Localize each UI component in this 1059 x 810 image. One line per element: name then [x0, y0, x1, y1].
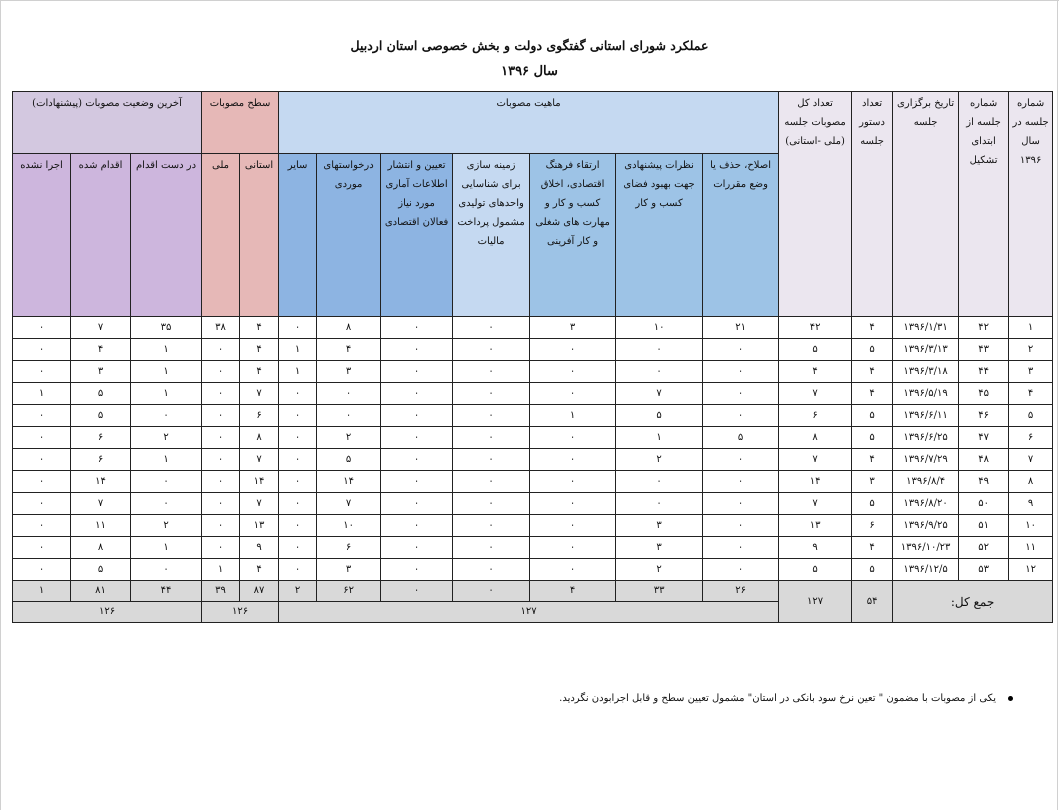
cell-agenda: ۵ [852, 493, 893, 515]
nature-group-sum: ۱۲۷ [279, 602, 779, 623]
cell-row-number: ۹ [1009, 493, 1053, 515]
cell-status-not-done: ۰ [13, 427, 71, 449]
page-border-left [0, 0, 1, 810]
header-agenda-count: تعداد دستور جلسه [852, 92, 893, 317]
cell-nature-other: ۰ [279, 405, 317, 427]
cell-agenda: ۶ [852, 515, 893, 537]
cell-nature-statistics: ۰ [381, 537, 453, 559]
cell-date: ۱۳۹۶/۱۲/۵ [893, 559, 959, 581]
cell-status-in-progress: ۱ [131, 537, 202, 559]
cell-nature-regulations: ۰ [703, 471, 779, 493]
cell-level-provincial: ۴ [240, 559, 279, 581]
cell-total: ۱۴ [779, 471, 852, 493]
cell-status-in-progress: ۱ [131, 449, 202, 471]
cell-status-in-progress: ۱ [131, 361, 202, 383]
cell-nature-tax: ۰ [453, 559, 530, 581]
table-row [13, 471, 1053, 493]
cell-status-in-progress: ۲ [131, 427, 202, 449]
cell-nature-regulations: ۰ [703, 537, 779, 559]
status-group-sum: ۱۲۶ [13, 602, 202, 623]
cell-status-in-progress: ۰ [131, 493, 202, 515]
resolutions-table [12, 91, 1053, 623]
cell-session-number: ۴۳ [959, 339, 1009, 361]
cell-status-not-done: ۰ [13, 515, 71, 537]
cell-status-not-done: ۰ [13, 537, 71, 559]
cell-nature-statistics: ۰ [381, 317, 453, 339]
cell-row-number: ۳ [1009, 361, 1053, 383]
table-row [13, 317, 1053, 339]
cell-session-number: ۴۴ [959, 361, 1009, 383]
header-level-group: سطح مصوبات [202, 92, 279, 154]
cell-row-number: ۱۲ [1009, 559, 1053, 581]
cell-date: ۱۳۹۶/۵/۱۹ [893, 383, 959, 405]
cell-nature-business-env: ۰ [616, 493, 703, 515]
cell-row-number: ۱۰ [1009, 515, 1053, 537]
cell-date: ۱۳۹۶/۱/۳۱ [893, 317, 959, 339]
cell-level-provincial: ۶ [240, 405, 279, 427]
cell-nature-business-env: ۳ [616, 515, 703, 537]
cell-total: ۴۲ [779, 317, 852, 339]
footnote-text: یکی از مصوبات با مضمون " تعین نرخ سود بانکی در استان" مشمول تعیین سطح و قابل اجرابودن نگردید. [559, 693, 996, 704]
cell-date: ۱۳۹۶/۶/۱۱ [893, 405, 959, 427]
cell-status-done: ۷ [71, 493, 131, 515]
cell-status-not-done: ۰ [13, 449, 71, 471]
cell-nature-business-env: ۰ [616, 339, 703, 361]
cell-nature-tax: ۰ [453, 361, 530, 383]
cell-status-not-done: ۰ [13, 471, 71, 493]
cell-date: ۱۳۹۶/۱۰/۲۳ [893, 537, 959, 559]
cell-nature-statistics: ۰ [381, 383, 453, 405]
cell-session-number: ۴۲ [959, 317, 1009, 339]
cell-row-number: ۵ [1009, 405, 1053, 427]
cell-level-national: ۰ [202, 449, 240, 471]
cell-nature-business-env: ۷ [616, 383, 703, 405]
cell-status-in-progress: ۰ [131, 471, 202, 493]
cell-agenda: ۵ [852, 427, 893, 449]
cell-nature-tax: ۰ [453, 405, 530, 427]
cell-row-number: ۷ [1009, 449, 1053, 471]
table-row [13, 405, 1053, 427]
cell-nature-culture: ۳ [530, 317, 616, 339]
totals-level-provincial: ۸۷ [240, 581, 279, 602]
cell-status-done: ۱۱ [71, 515, 131, 537]
table-row [13, 427, 1053, 449]
cell-session-number: ۴۷ [959, 427, 1009, 449]
cell-agenda: ۵ [852, 339, 893, 361]
cell-nature-requests: ۱۴ [317, 471, 381, 493]
totals-row [13, 581, 1053, 602]
cell-nature-regulations: ۰ [703, 383, 779, 405]
bullet-icon [1008, 696, 1013, 701]
cell-nature-other: ۰ [279, 449, 317, 471]
cell-level-national: ۰ [202, 405, 240, 427]
totals-nature-requests: ۶۲ [317, 581, 381, 602]
cell-level-national: ۰ [202, 515, 240, 537]
cell-nature-culture: ۰ [530, 361, 616, 383]
cell-nature-business-env: ۵ [616, 405, 703, 427]
totals-nature-statistics: ۰ [381, 581, 453, 602]
cell-row-number: ۶ [1009, 427, 1053, 449]
cell-nature-regulations: ۵ [703, 427, 779, 449]
cell-level-provincial: ۷ [240, 383, 279, 405]
table-row [13, 449, 1053, 471]
cell-session-number: ۴۹ [959, 471, 1009, 493]
cell-total: ۱۳ [779, 515, 852, 537]
cell-status-in-progress: ۱ [131, 383, 202, 405]
cell-nature-business-env: ۳ [616, 537, 703, 559]
cell-status-in-progress: ۰ [131, 405, 202, 427]
header-nature-tax: زمینه سازی برای شناسایی واحدهای تولیدی مشمول پرداخت مالیات [453, 154, 530, 317]
page-subtitle: سال ۱۳۹۶ [501, 64, 558, 79]
cell-session-number: ۴۸ [959, 449, 1009, 471]
cell-level-national: ۰ [202, 493, 240, 515]
table-row [13, 515, 1053, 537]
cell-level-national: ۰ [202, 471, 240, 493]
cell-session-number: ۵۲ [959, 537, 1009, 559]
cell-nature-business-env: ۱ [616, 427, 703, 449]
cell-nature-business-env: ۲ [616, 449, 703, 471]
header-level-provincial: استانی [240, 154, 279, 317]
cell-status-done: ۳ [71, 361, 131, 383]
cell-nature-regulations: ۲۱ [703, 317, 779, 339]
header-row-number: شماره جلسه در سال ۱۳۹۶ [1009, 92, 1053, 317]
cell-nature-tax: ۰ [453, 383, 530, 405]
cell-status-done: ۶ [71, 449, 131, 471]
cell-nature-other: ۰ [279, 515, 317, 537]
cell-row-number: ۸ [1009, 471, 1053, 493]
cell-nature-requests: ۱۰ [317, 515, 381, 537]
cell-nature-statistics: ۰ [381, 361, 453, 383]
cell-nature-regulations: ۰ [703, 361, 779, 383]
totals-label: جمع کل: [893, 581, 1053, 623]
cell-total: ۸ [779, 427, 852, 449]
cell-level-national: ۱ [202, 559, 240, 581]
header-status-not-done: اجرا نشده [13, 154, 71, 317]
cell-nature-tax: ۰ [453, 317, 530, 339]
header-nature-other: سایر [279, 154, 317, 317]
cell-status-done: ۸ [71, 537, 131, 559]
cell-agenda: ۳ [852, 471, 893, 493]
header-level-national: ملی [202, 154, 240, 317]
cell-nature-culture: ۰ [530, 471, 616, 493]
cell-status-done: ۵ [71, 383, 131, 405]
header-nature-group: ماهیت مصوبات [279, 92, 779, 154]
cell-nature-business-env: ۱۰ [616, 317, 703, 339]
cell-status-not-done: ۰ [13, 361, 71, 383]
cell-status-not-done: ۰ [13, 339, 71, 361]
cell-nature-requests: ۳ [317, 559, 381, 581]
cell-total: ۷ [779, 449, 852, 471]
cell-row-number: ۴ [1009, 383, 1053, 405]
cell-level-provincial: ۷ [240, 449, 279, 471]
cell-nature-regulations: ۰ [703, 559, 779, 581]
header-nature-business-env: نظرات پیشنهادی جهت بهبود فضای کسب و کار [616, 154, 703, 317]
cell-date: ۱۳۹۶/۷/۲۹ [893, 449, 959, 471]
cell-nature-tax: ۰ [453, 449, 530, 471]
page-border-top [0, 0, 1059, 1]
cell-level-national: ۰ [202, 361, 240, 383]
cell-total: ۵ [779, 559, 852, 581]
cell-nature-business-env: ۲ [616, 559, 703, 581]
totals-level-national: ۳۹ [202, 581, 240, 602]
cell-nature-statistics: ۰ [381, 515, 453, 537]
cell-nature-requests: ۶ [317, 537, 381, 559]
table-row [13, 383, 1053, 405]
cell-status-in-progress: ۰ [131, 559, 202, 581]
cell-total: ۶ [779, 405, 852, 427]
cell-status-in-progress: ۳۵ [131, 317, 202, 339]
cell-status-done: ۷ [71, 317, 131, 339]
cell-level-national: ۰ [202, 383, 240, 405]
cell-date: ۱۳۹۶/۸/۲۰ [893, 493, 959, 515]
cell-date: ۱۳۹۶/۳/۱۳ [893, 339, 959, 361]
cell-nature-other: ۱ [279, 339, 317, 361]
cell-date: ۱۳۹۶/۹/۲۵ [893, 515, 959, 537]
cell-status-done: ۴ [71, 339, 131, 361]
header-status-done: اقدام شده [71, 154, 131, 317]
cell-nature-other: ۰ [279, 427, 317, 449]
totals-nature-tax: ۰ [453, 581, 530, 602]
cell-nature-tax: ۰ [453, 471, 530, 493]
cell-nature-regulations: ۰ [703, 515, 779, 537]
cell-level-provincial: ۱۴ [240, 471, 279, 493]
cell-level-provincial: ۸ [240, 427, 279, 449]
cell-nature-culture: ۰ [530, 559, 616, 581]
cell-nature-requests: ۷ [317, 493, 381, 515]
cell-row-number: ۱۱ [1009, 537, 1053, 559]
table-row [13, 537, 1053, 559]
cell-total: ۹ [779, 537, 852, 559]
cell-nature-tax: ۰ [453, 537, 530, 559]
cell-nature-other: ۰ [279, 471, 317, 493]
cell-nature-culture: ۰ [530, 339, 616, 361]
cell-row-number: ۱ [1009, 317, 1053, 339]
cell-date: ۱۳۹۶/۳/۱۸ [893, 361, 959, 383]
cell-nature-culture: ۰ [530, 383, 616, 405]
totals-nature-regulations: ۲۶ [703, 581, 779, 602]
cell-nature-regulations: ۰ [703, 449, 779, 471]
cell-session-number: ۴۶ [959, 405, 1009, 427]
cell-nature-culture: ۰ [530, 427, 616, 449]
footnote [313, 693, 1013, 704]
cell-row-number: ۲ [1009, 339, 1053, 361]
totals-nature-business-env: ۳۳ [616, 581, 703, 602]
cell-nature-culture: ۰ [530, 449, 616, 471]
page-border-right [1057, 0, 1058, 810]
cell-status-not-done: ۰ [13, 493, 71, 515]
cell-level-provincial: ۴ [240, 317, 279, 339]
cell-nature-culture: ۰ [530, 493, 616, 515]
cell-agenda: ۴ [852, 537, 893, 559]
cell-session-number: ۵۰ [959, 493, 1009, 515]
header-session-number: شماره جلسه از ابتدای تشکیل [959, 92, 1009, 317]
cell-status-not-done: ۱ [13, 383, 71, 405]
cell-nature-tax: ۰ [453, 515, 530, 537]
cell-nature-business-env: ۰ [616, 471, 703, 493]
cell-level-national: ۰ [202, 427, 240, 449]
cell-nature-tax: ۰ [453, 339, 530, 361]
totals-nature-other: ۲ [279, 581, 317, 602]
totals-total: ۱۲۷ [779, 581, 852, 623]
cell-nature-regulations: ۰ [703, 339, 779, 361]
cell-nature-requests: ۲ [317, 427, 381, 449]
header-status-in-progress: در دست اقدام [131, 154, 202, 317]
cell-agenda: ۴ [852, 361, 893, 383]
header-status-group: آخرین وضعیت مصوبات (پیشنهادات) [13, 92, 202, 154]
cell-date: ۱۳۹۶/۶/۲۵ [893, 427, 959, 449]
cell-nature-statistics: ۰ [381, 339, 453, 361]
cell-nature-requests: ۵ [317, 449, 381, 471]
cell-nature-other: ۰ [279, 493, 317, 515]
table-row [13, 493, 1053, 515]
cell-nature-other: ۱ [279, 361, 317, 383]
cell-level-provincial: ۱۳ [240, 515, 279, 537]
totals-status-in-progress: ۴۴ [131, 581, 202, 602]
cell-level-provincial: ۴ [240, 339, 279, 361]
cell-status-in-progress: ۲ [131, 515, 202, 537]
cell-agenda: ۴ [852, 317, 893, 339]
cell-status-done: ۶ [71, 427, 131, 449]
cell-nature-statistics: ۰ [381, 493, 453, 515]
totals-nature-culture: ۴ [530, 581, 616, 602]
cell-agenda: ۴ [852, 383, 893, 405]
cell-level-national: ۳۸ [202, 317, 240, 339]
cell-level-national: ۰ [202, 339, 240, 361]
level-group-sum: ۱۲۶ [202, 602, 279, 623]
table-row [13, 339, 1053, 361]
header-total-resolutions: تعداد کل مصوبات جلسه (ملی -استانی) [779, 92, 852, 317]
cell-nature-business-env: ۰ [616, 361, 703, 383]
cell-status-in-progress: ۱ [131, 339, 202, 361]
cell-status-done: ۱۴ [71, 471, 131, 493]
totals-status-not-done: ۱ [13, 581, 71, 602]
cell-nature-regulations: ۰ [703, 493, 779, 515]
cell-status-done: ۵ [71, 559, 131, 581]
cell-agenda: ۵ [852, 405, 893, 427]
cell-total: ۵ [779, 339, 852, 361]
cell-nature-culture: ۱ [530, 405, 616, 427]
cell-total: ۷ [779, 493, 852, 515]
cell-nature-tax: ۰ [453, 493, 530, 515]
cell-nature-other: ۰ [279, 537, 317, 559]
cell-level-provincial: ۹ [240, 537, 279, 559]
cell-nature-statistics: ۰ [381, 449, 453, 471]
header-nature-statistics: تعیین و انتشار اطلاعات آماری مورد نیاز فعالان اقتصادی [381, 154, 453, 317]
table-row [13, 361, 1053, 383]
cell-nature-requests: ۸ [317, 317, 381, 339]
cell-session-number: ۵۱ [959, 515, 1009, 537]
cell-nature-statistics: ۰ [381, 427, 453, 449]
cell-nature-regulations: ۰ [703, 405, 779, 427]
cell-nature-other: ۰ [279, 317, 317, 339]
cell-status-not-done: ۰ [13, 317, 71, 339]
cell-level-national: ۰ [202, 537, 240, 559]
cell-nature-requests: ۳ [317, 361, 381, 383]
cell-status-not-done: ۰ [13, 405, 71, 427]
totals-agenda: ۵۴ [852, 581, 893, 623]
cell-date: ۱۳۹۶/۸/۴ [893, 471, 959, 493]
cell-status-not-done: ۰ [13, 559, 71, 581]
page-title: عملکرد شورای استانی گفتگوی دولت و بخش خصوصی استان اردبیل [350, 38, 709, 53]
cell-session-number: ۵۳ [959, 559, 1009, 581]
cell-agenda: ۵ [852, 559, 893, 581]
totals-status-done: ۸۱ [71, 581, 131, 602]
cell-session-number: ۴۵ [959, 383, 1009, 405]
header-nature-culture: ارتقاء فرهنگ اقتصادی، اخلاق کسب و کار و مهارت های شغلی و کار آفرینی [530, 154, 616, 317]
cell-nature-culture: ۰ [530, 515, 616, 537]
cell-nature-requests: ۰ [317, 405, 381, 427]
cell-agenda: ۴ [852, 449, 893, 471]
cell-status-done: ۵ [71, 405, 131, 427]
cell-nature-other: ۰ [279, 559, 317, 581]
header-nature-regulations: اصلاح، حذف یا وضع مقررات [703, 154, 779, 317]
header-nature-requests: درخواستهای موردی [317, 154, 381, 317]
cell-nature-statistics: ۰ [381, 559, 453, 581]
cell-nature-statistics: ۰ [381, 471, 453, 493]
cell-nature-culture: ۰ [530, 537, 616, 559]
table-row [13, 559, 1053, 581]
cell-total: ۷ [779, 383, 852, 405]
cell-level-provincial: ۴ [240, 361, 279, 383]
cell-nature-requests: ۴ [317, 339, 381, 361]
cell-level-provincial: ۷ [240, 493, 279, 515]
header-date: تاریخ برگزاری جلسه [893, 92, 959, 317]
cell-nature-requests: ۰ [317, 383, 381, 405]
cell-nature-statistics: ۰ [381, 405, 453, 427]
cell-nature-other: ۰ [279, 383, 317, 405]
cell-total: ۴ [779, 361, 852, 383]
cell-nature-tax: ۰ [453, 427, 530, 449]
